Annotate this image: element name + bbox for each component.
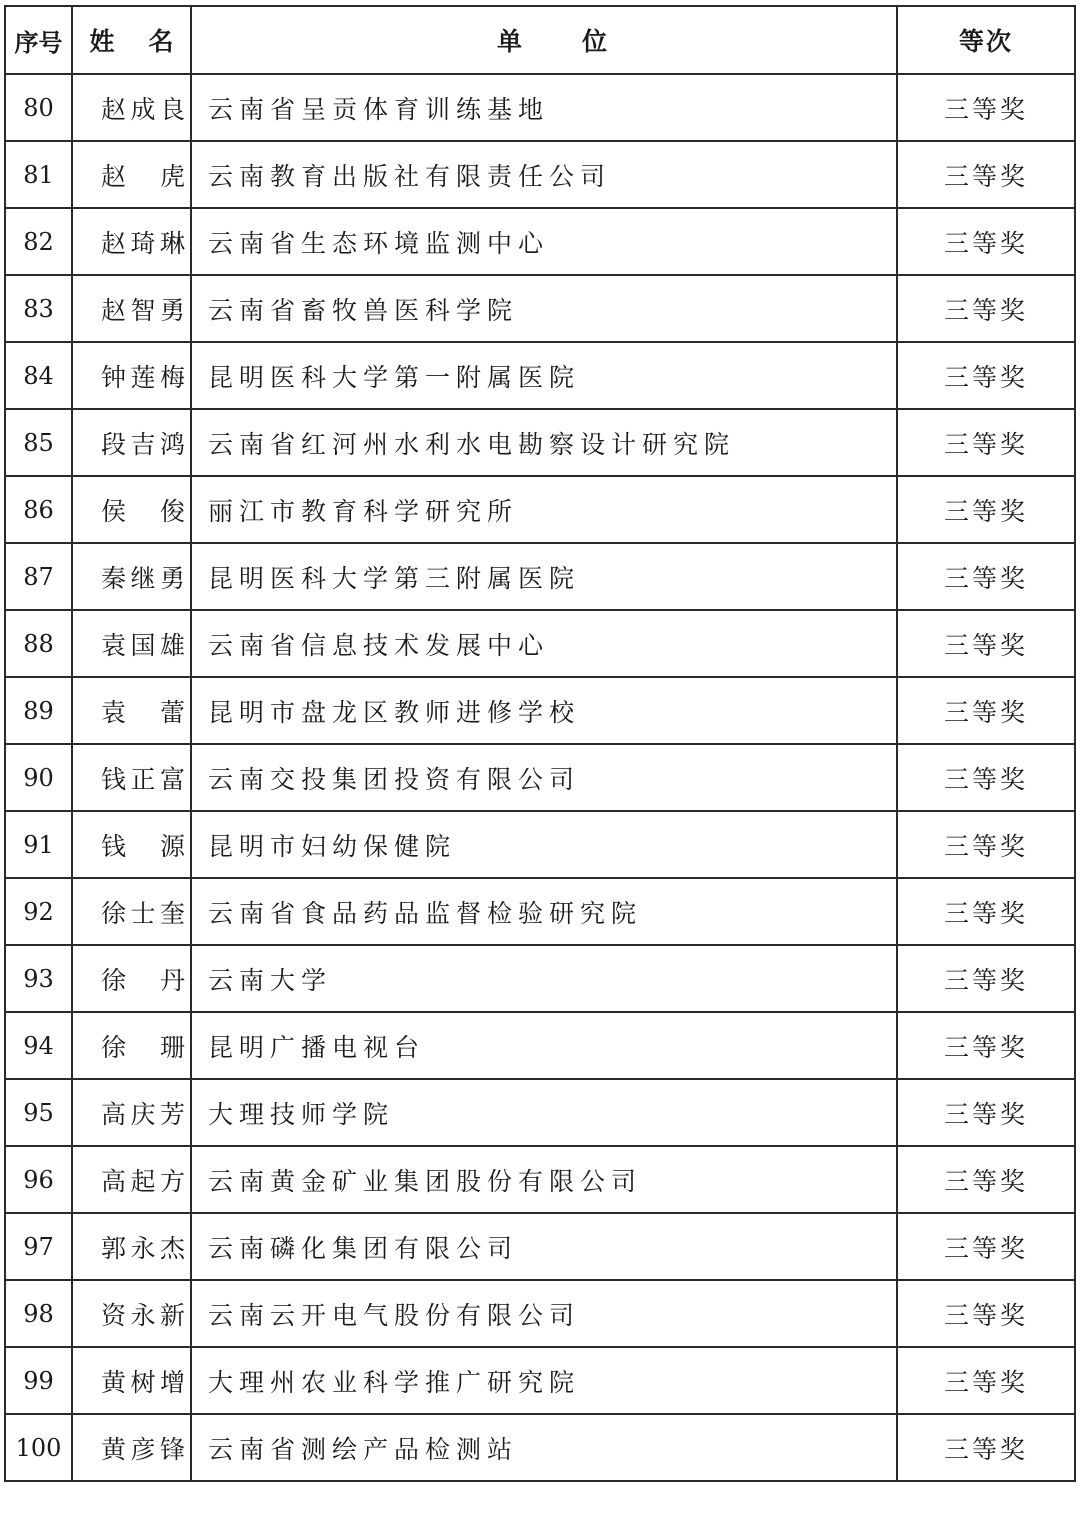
- award-level: 三等奖: [897, 1414, 1075, 1481]
- row-name-cell: [72, 744, 191, 811]
- row-number: 85: [5, 409, 72, 476]
- work-unit: 云南交投集团投资有限公司: [191, 744, 897, 811]
- row-name-cell: [72, 1347, 191, 1414]
- award-level: 三等奖: [897, 677, 1075, 744]
- row-name-cell: [72, 476, 191, 543]
- work-unit: 云南磷化集团有限公司: [191, 1213, 897, 1280]
- work-unit: 云南省红河州水利水电勘察设计研究院: [191, 409, 897, 476]
- person-name: 袁国雄: [101, 630, 185, 660]
- work-unit: 云南省呈贡体育训练基地: [191, 74, 897, 141]
- work-unit: 大理技师学院: [191, 1079, 897, 1146]
- work-unit: 云南云开电气股份有限公司: [191, 1280, 897, 1347]
- work-unit: 大理州农业科学推广研究院: [191, 1347, 897, 1414]
- header-row: [5, 6, 1075, 74]
- person-name: 徐 丹: [101, 965, 185, 995]
- row-name-cell: [72, 543, 191, 610]
- award-level: 三等奖: [897, 744, 1075, 811]
- table-row: [5, 1146, 1075, 1213]
- person-name: 赵琦琳: [101, 228, 185, 258]
- table-row: [5, 74, 1075, 141]
- person-name: 高庆芳: [101, 1099, 185, 1129]
- table-row: [5, 1213, 1075, 1280]
- person-name: 高起方: [101, 1166, 185, 1196]
- row-number: 94: [5, 1012, 72, 1079]
- person-name: 赵智勇: [101, 295, 185, 325]
- row-name-cell: [72, 1414, 191, 1481]
- row-name-cell: [72, 1012, 191, 1079]
- person-name: 徐 珊: [101, 1032, 185, 1062]
- row-name-cell: [72, 141, 191, 208]
- row-number: 80: [5, 74, 72, 141]
- person-name: 钱正富: [101, 764, 185, 794]
- row-name-cell: [72, 610, 191, 677]
- work-unit: 丽江市教育科学研究所: [191, 476, 897, 543]
- row-number: 93: [5, 945, 72, 1012]
- table-row: [5, 342, 1075, 409]
- row-name-cell: [72, 342, 191, 409]
- award-level: 三等奖: [897, 1079, 1075, 1146]
- row-number: 87: [5, 543, 72, 610]
- award-level: 三等奖: [897, 409, 1075, 476]
- header-no: 序号: [5, 6, 72, 74]
- row-number: 84: [5, 342, 72, 409]
- person-name: 赵成良: [101, 94, 185, 124]
- row-name-cell: [72, 208, 191, 275]
- row-number: 88: [5, 610, 72, 677]
- work-unit: 昆明医科大学第一附属医院: [191, 342, 897, 409]
- row-number: 96: [5, 1146, 72, 1213]
- header-unit-label: 单 位: [497, 27, 607, 56]
- row-name-cell: [72, 1280, 191, 1347]
- table-row: [5, 610, 1075, 677]
- table-row: [5, 543, 1075, 610]
- row-number: 98: [5, 1280, 72, 1347]
- person-name: 郭永杰: [101, 1233, 185, 1263]
- row-name-cell: [72, 74, 191, 141]
- work-unit: 昆明市妇幼保健院: [191, 811, 897, 878]
- row-number: 95: [5, 1079, 72, 1146]
- table-header: [5, 6, 1075, 74]
- award-level: 三等奖: [897, 945, 1075, 1012]
- person-name: 黄树增: [101, 1367, 185, 1397]
- table-row: [5, 878, 1075, 945]
- award-level: 三等奖: [897, 811, 1075, 878]
- row-number: 81: [5, 141, 72, 208]
- award-level: 三等奖: [897, 1280, 1075, 1347]
- person-name: 赵 虎: [101, 161, 185, 191]
- award-level: 三等奖: [897, 1012, 1075, 1079]
- table-row: [5, 945, 1075, 1012]
- work-unit: 云南大学: [191, 945, 897, 1012]
- row-name-cell: [72, 677, 191, 744]
- work-unit: 昆明市盘龙区教师进修学校: [191, 677, 897, 744]
- work-unit: 云南省信息技术发展中心: [191, 610, 897, 677]
- person-name: 袁 蕾: [101, 697, 185, 727]
- award-level: 三等奖: [897, 1213, 1075, 1280]
- table-row: [5, 1079, 1075, 1146]
- award-level: 三等奖: [897, 610, 1075, 677]
- award-level: 三等奖: [897, 74, 1075, 141]
- row-name-cell: [72, 878, 191, 945]
- work-unit: 云南黄金矿业集团股份有限公司: [191, 1146, 897, 1213]
- header-name-label: 姓 名: [89, 27, 174, 56]
- row-number: 82: [5, 208, 72, 275]
- table-row: [5, 744, 1075, 811]
- table-row: [5, 208, 1075, 275]
- row-number: 92: [5, 878, 72, 945]
- row-number: 100: [5, 1414, 72, 1481]
- row-name-cell: [72, 409, 191, 476]
- person-name: 钱 源: [101, 831, 185, 861]
- award-level: 三等奖: [897, 878, 1075, 945]
- row-name-cell: [72, 811, 191, 878]
- person-name: 钟莲梅: [101, 362, 185, 392]
- table-row: [5, 677, 1075, 744]
- row-number: 83: [5, 275, 72, 342]
- work-unit: 云南省测绘产品检测站: [191, 1414, 897, 1481]
- row-name-cell: [72, 275, 191, 342]
- row-number: 91: [5, 811, 72, 878]
- award-level: 三等奖: [897, 141, 1075, 208]
- row-number: 86: [5, 476, 72, 543]
- table-row: [5, 1347, 1075, 1414]
- work-unit: 昆明医科大学第三附属医院: [191, 543, 897, 610]
- work-unit: 昆明广播电视台: [191, 1012, 897, 1079]
- table-row: [5, 141, 1075, 208]
- award-level: 三等奖: [897, 342, 1075, 409]
- work-unit: 云南省畜牧兽医科学院: [191, 275, 897, 342]
- person-name: 资永新: [101, 1300, 185, 1330]
- table-row: [5, 275, 1075, 342]
- row-number: 90: [5, 744, 72, 811]
- person-name: 徐士奎: [101, 898, 185, 928]
- person-name: 秦继勇: [101, 563, 185, 593]
- row-name-cell: [72, 1213, 191, 1280]
- award-level: 三等奖: [897, 1146, 1075, 1213]
- table-row: [5, 1280, 1075, 1347]
- work-unit: 云南省食品药品监督检验研究院: [191, 878, 897, 945]
- header-unit: [191, 6, 897, 74]
- header-name: [72, 6, 191, 74]
- award-level: 三等奖: [897, 208, 1075, 275]
- row-name-cell: [72, 1146, 191, 1213]
- award-level: 三等奖: [897, 476, 1075, 543]
- table-row: [5, 1414, 1075, 1481]
- award-level: 三等奖: [897, 275, 1075, 342]
- table-row: [5, 1012, 1075, 1079]
- table-row: [5, 409, 1075, 476]
- person-name: 侯 俊: [101, 496, 185, 526]
- person-name: 段吉鸿: [101, 429, 185, 459]
- award-list-table: [4, 5, 1076, 1482]
- row-number: 99: [5, 1347, 72, 1414]
- table-row: [5, 476, 1075, 543]
- row-name-cell: [72, 945, 191, 1012]
- header-level: 等次: [897, 6, 1075, 74]
- row-number: 89: [5, 677, 72, 744]
- award-level: 三等奖: [897, 543, 1075, 610]
- table-row: [5, 811, 1075, 878]
- person-name: 黄彦锋: [101, 1434, 185, 1464]
- work-unit: 云南教育出版社有限责任公司: [191, 141, 897, 208]
- row-number: 97: [5, 1213, 72, 1280]
- row-name-cell: [72, 1079, 191, 1146]
- table-body: [5, 74, 1075, 1481]
- work-unit: 云南省生态环境监测中心: [191, 208, 897, 275]
- award-level: 三等奖: [897, 1347, 1075, 1414]
